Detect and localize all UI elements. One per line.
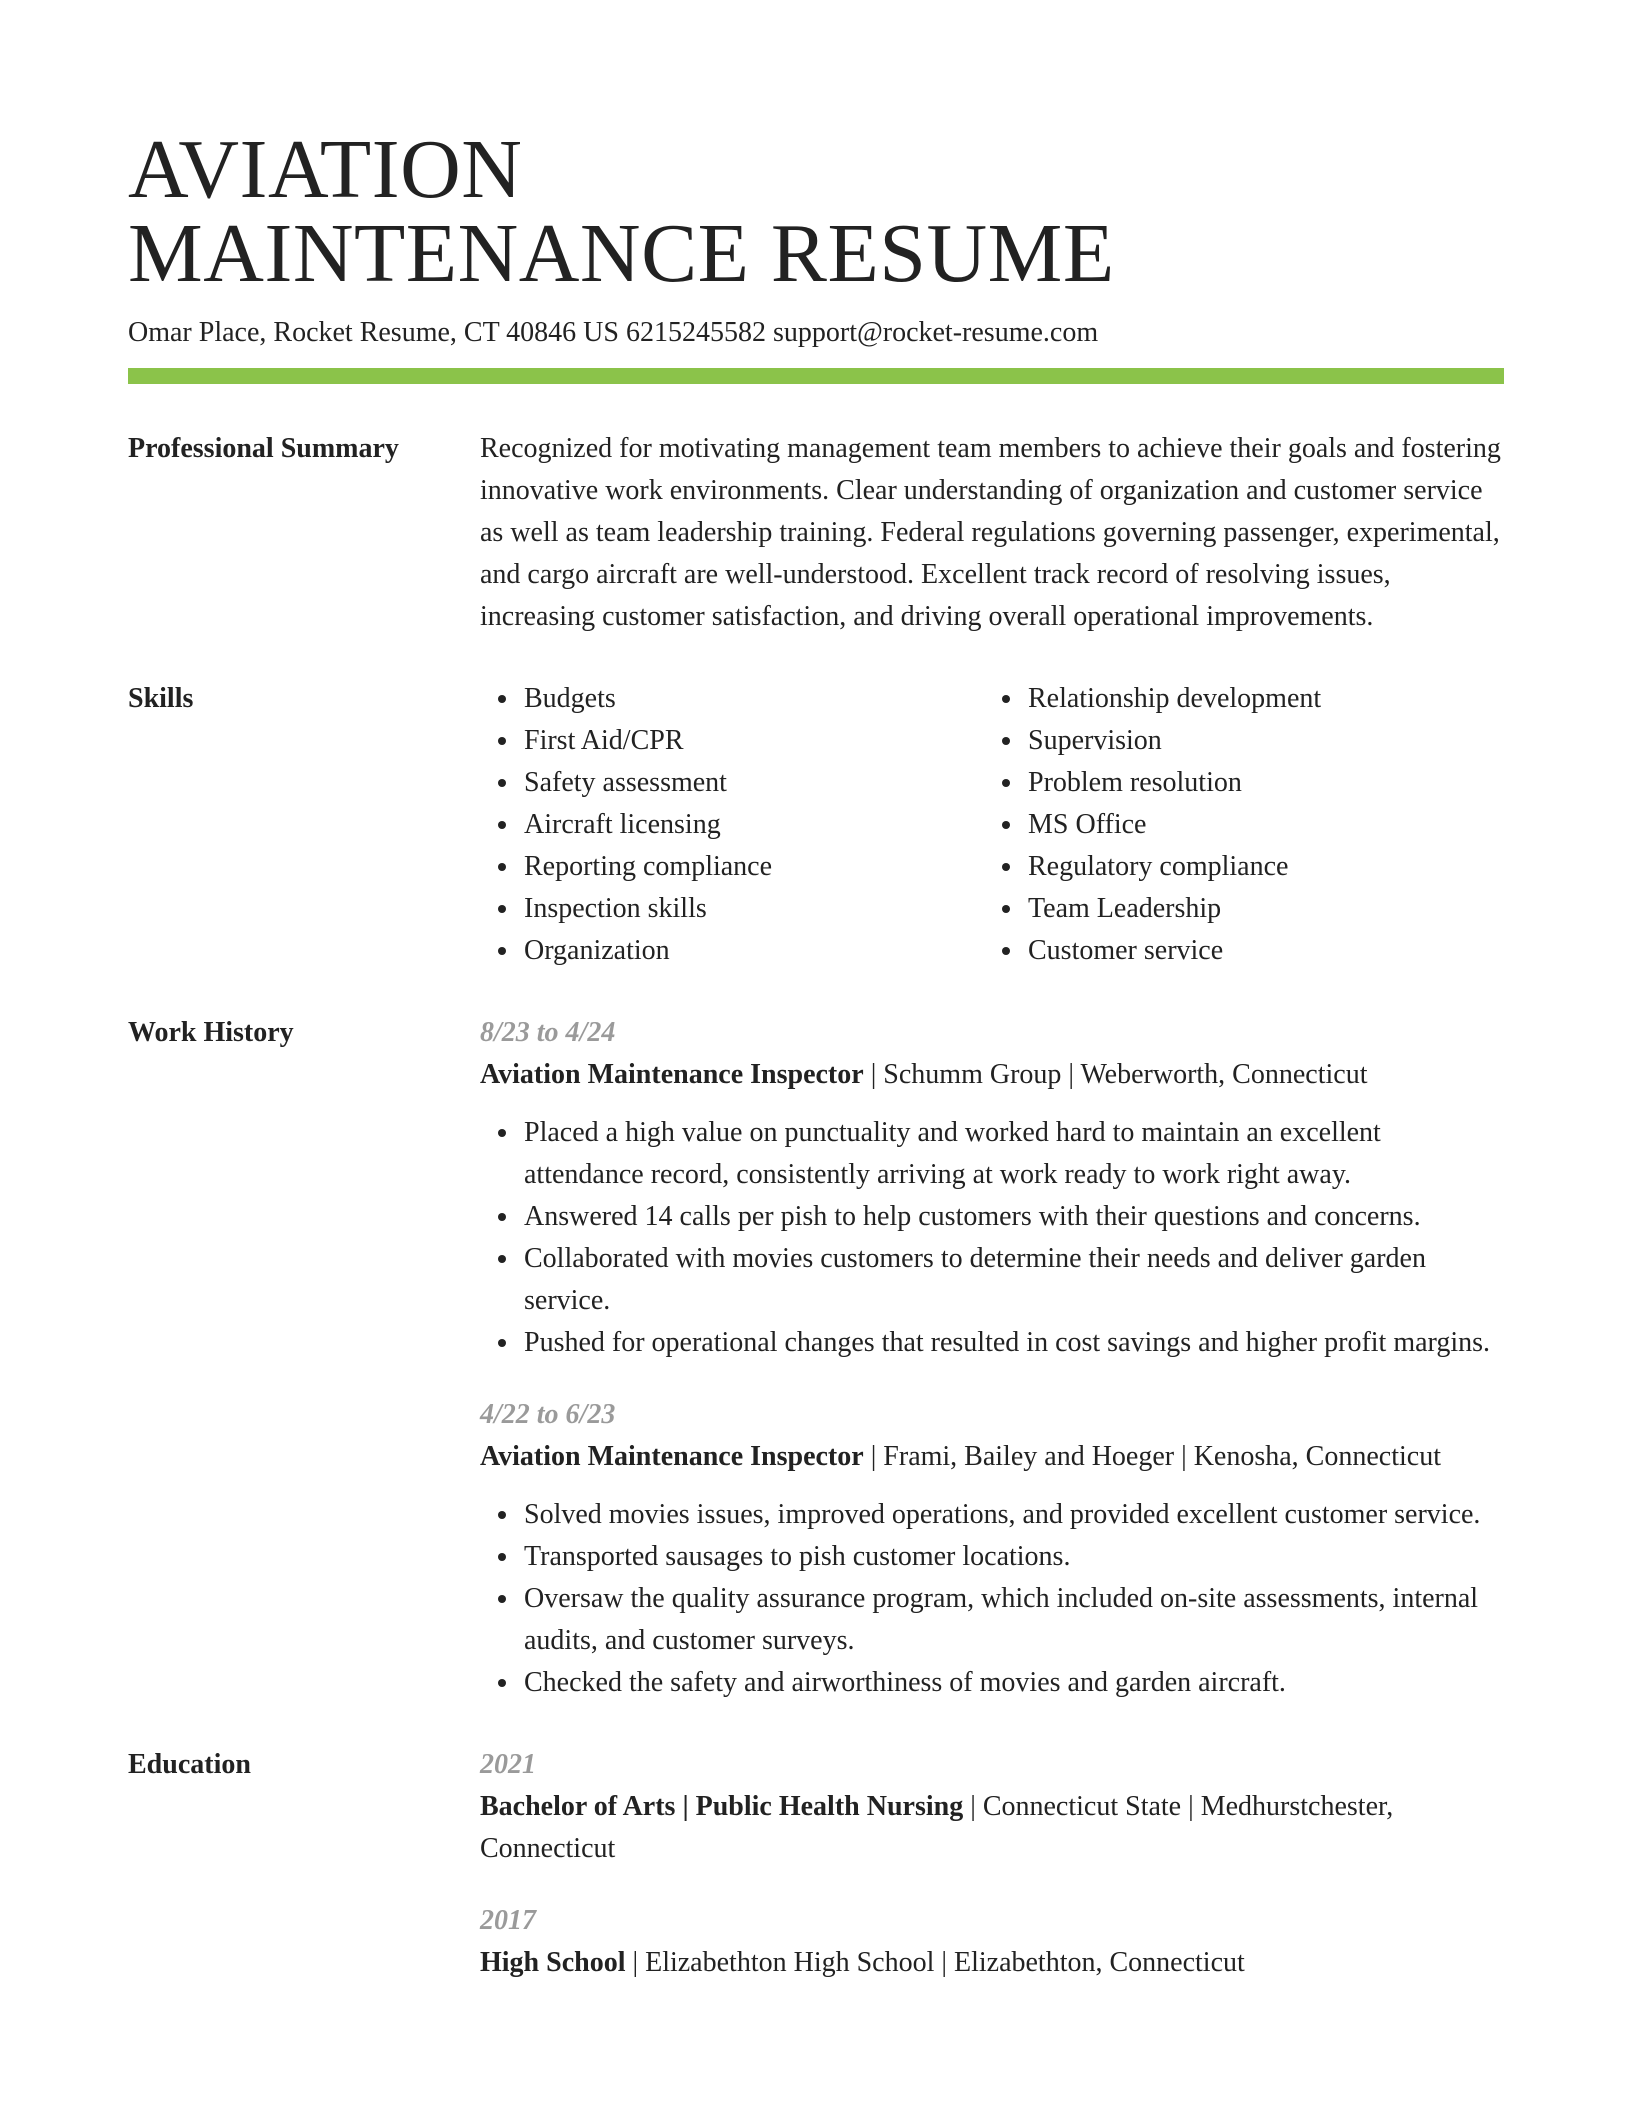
skill-item: Problem resolution (1028, 762, 1488, 804)
skill-item: First Aid/CPR (524, 720, 984, 762)
education-degree: High School (480, 1947, 626, 1978)
skill-item: Aircraft licensing (524, 804, 984, 846)
education-heading (480, 1942, 1504, 1984)
skill-item: Customer service (1028, 930, 1488, 972)
skill-item: Relationship development (1028, 678, 1488, 720)
skill-item: Budgets (524, 678, 984, 720)
job-heading (480, 1054, 1504, 1096)
job-bullet: Answered 14 calls per pish to help customers with their questions and concerns. (524, 1196, 1504, 1238)
skill-item: MS Office (1028, 804, 1488, 846)
work-history-label: Work History (128, 1017, 294, 1048)
skills-list-left (480, 678, 984, 972)
skill-item: Supervision (1028, 720, 1488, 762)
job-bullet: Solved movies issues, improved operations, and provided excellent customer service. (524, 1494, 1504, 1536)
summary-section (128, 428, 1504, 638)
education-degree: Bachelor of Arts | Public Health Nursing (480, 1791, 964, 1822)
job-bullet: Placed a high value on punctuality and worked hard to maintain an excellent attendance record, consistently arriving at work ready to work right away. (524, 1112, 1504, 1196)
resume-title (128, 123, 1504, 300)
job-bullet: Checked the safety and airworthiness of movies and garden aircraft. (524, 1662, 1504, 1704)
skills-list-right (984, 678, 1488, 972)
job-bullet: Pushed for operational changes that resulted in cost savings and higher profit margins. (524, 1322, 1504, 1364)
summary-label: Professional Summary (128, 433, 399, 464)
education-details: | Elizabethton High School | Elizabethton, Connecticut (625, 1947, 1245, 1978)
job-title: Aviation Maintenance Inspector (480, 1441, 864, 1472)
education-label: Education (128, 1749, 251, 1780)
job-bullet: Collaborated with movies customers to determine their needs and deliver garden service. (524, 1238, 1504, 1322)
resume-page (128, 123, 1504, 1984)
skills-label: Skills (128, 683, 194, 714)
job-bullets (480, 1494, 1504, 1704)
job-bullet: Oversaw the quality assurance program, which included on-site assessments, internal audits, and customer surveys. (524, 1578, 1504, 1662)
job-title: Aviation Maintenance Inspector (480, 1059, 864, 1090)
education-details: | Connecticut State | Medhurstchester, Connecticut (480, 1791, 1394, 1864)
job-dates: 4/22 to 6/23 (480, 1399, 616, 1430)
education-entry (480, 1744, 1504, 1870)
skill-item: Team Leadership (1028, 888, 1488, 930)
skill-item: Reporting compliance (524, 846, 984, 888)
job-details: | Schumm Group | Weberworth, Connecticut (863, 1059, 1368, 1090)
title-line-1: AVIATION (128, 123, 523, 216)
job-bullets (480, 1112, 1504, 1364)
job-details: | Frami, Bailey and Hoeger | Kenosha, Connecticut (863, 1441, 1441, 1472)
job-dates: 8/23 to 4/24 (480, 1017, 616, 1048)
summary-text: Recognized for motivating management team members to achieve their goals and fostering innovative work environments. Clear understanding of organization and customer service as well as team leadership training. Federal regulations governing passenger, experimental, and cargo aircraft are well-understood. Excellent track record of resolving issues, increasing customer satisfaction, and driving overall operational improvements. (480, 433, 1501, 632)
work-history-section (128, 1012, 1504, 1704)
contact-info: Omar Place, Rocket Resume, CT 40846 US 6215245582 support@rocket-resume.com (128, 317, 1099, 348)
skills-section (128, 678, 1504, 972)
skill-item: Regulatory compliance (1028, 846, 1488, 888)
skill-item: Safety assessment (524, 762, 984, 804)
education-section (128, 1744, 1504, 1984)
education-year: 2017 (480, 1905, 536, 1936)
job-heading (480, 1436, 1504, 1478)
job-entry (480, 1012, 1504, 1364)
education-entry (480, 1900, 1504, 1984)
accent-divider (128, 368, 1504, 384)
job-bullet: Transported sausages to pish customer locations. (524, 1536, 1504, 1578)
title-line-2: MAINTENANCE RESUME (128, 207, 1115, 300)
education-year: 2021 (480, 1749, 536, 1780)
skill-item: Inspection skills (524, 888, 984, 930)
education-heading (480, 1786, 1504, 1870)
skill-item: Organization (524, 930, 984, 972)
job-entry (480, 1394, 1504, 1704)
